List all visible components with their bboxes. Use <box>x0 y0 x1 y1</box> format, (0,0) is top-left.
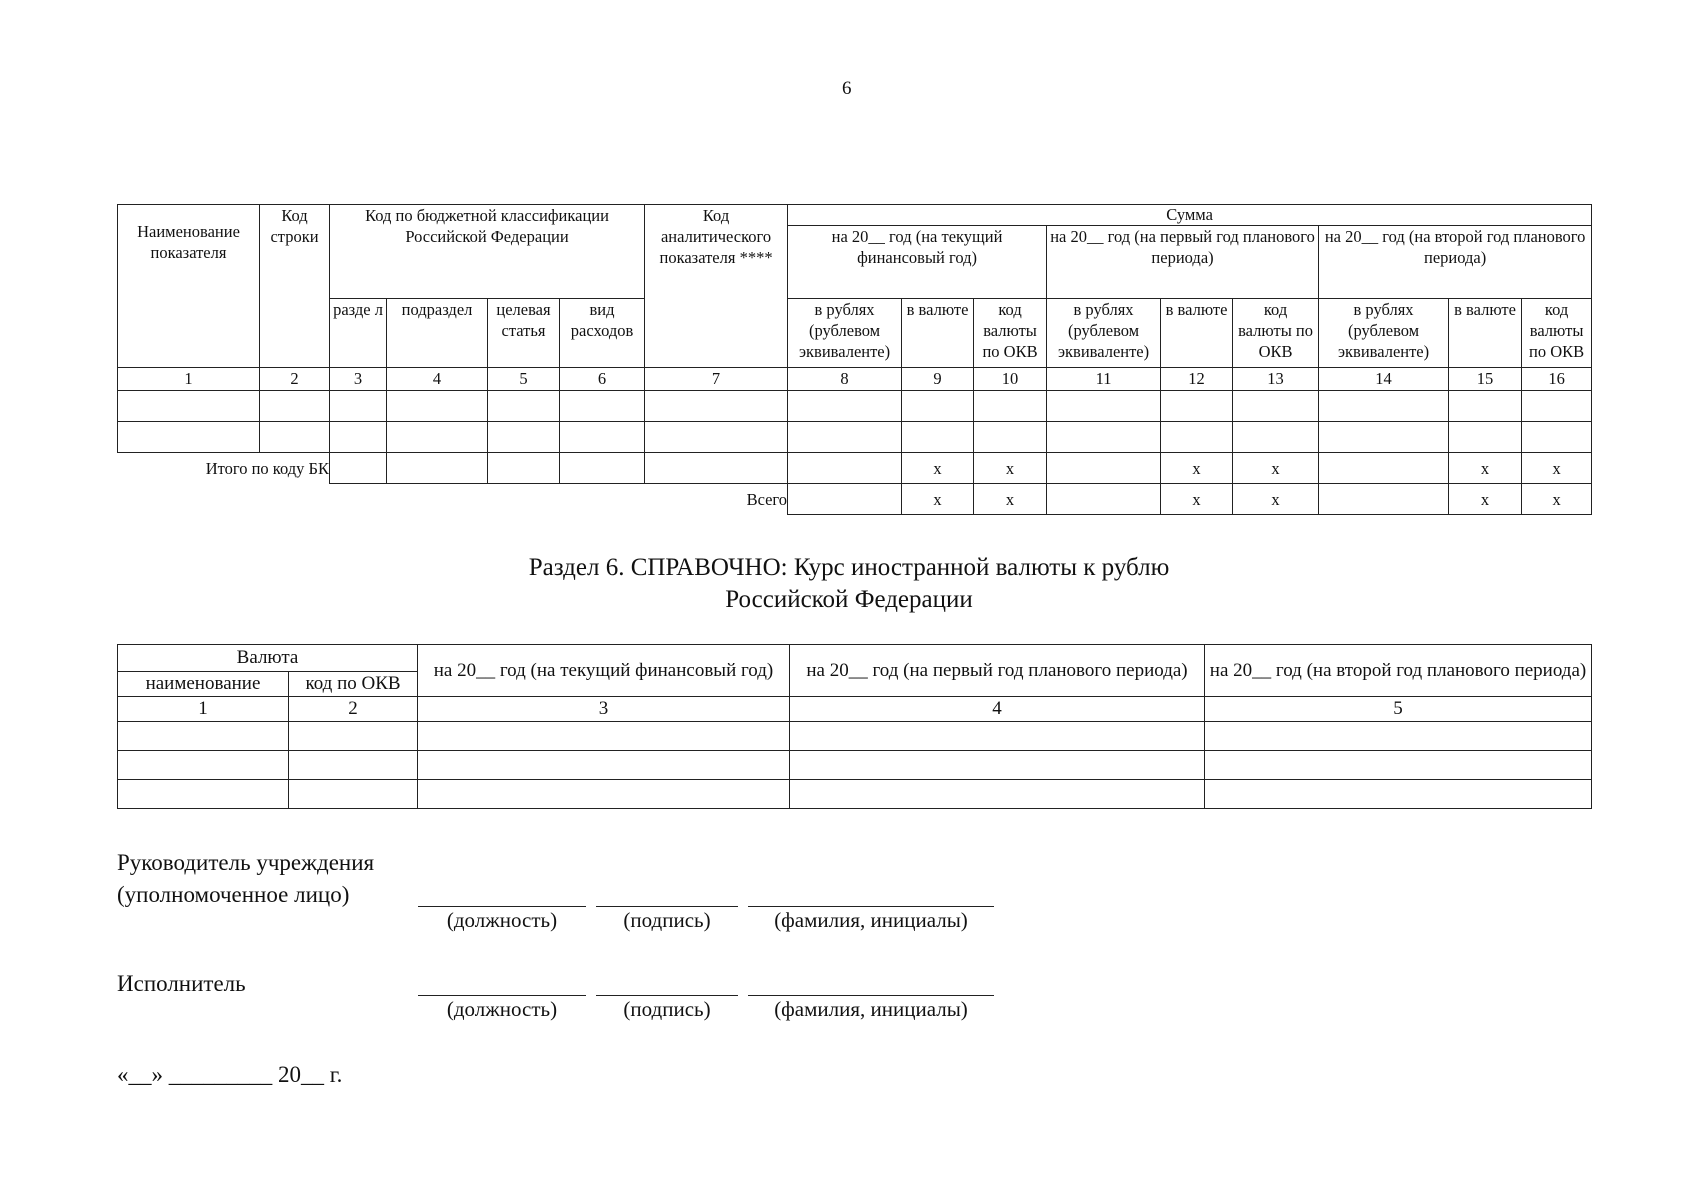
header-year-first: на 20__ год (на первый год планового периода) <box>1047 226 1319 299</box>
table-cell[interactable] <box>1205 780 1592 809</box>
header-rub-first: в рублях (рублевом эквиваленте) <box>1047 299 1161 368</box>
budget-table <box>117 204 1592 515</box>
table-cell[interactable] <box>1047 391 1161 422</box>
currency-table <box>117 644 1592 809</box>
table-cell[interactable] <box>560 391 645 422</box>
table-cell[interactable] <box>1319 422 1449 453</box>
table-cell[interactable] <box>788 484 902 515</box>
header-year-first: на 20__ год (на первый год планового периода) <box>790 645 1205 697</box>
col-number: 12 <box>1161 368 1233 391</box>
header-year-current: на 20__ год (на текущий финансовый год) <box>788 226 1047 299</box>
table-cell[interactable] <box>788 391 902 422</box>
header-year-second: на 20__ год (на второй год планового периода) <box>1205 645 1592 697</box>
table-cell[interactable] <box>1047 484 1161 515</box>
x-mark: x <box>1449 453 1522 484</box>
table-cell[interactable] <box>1522 422 1592 453</box>
col-number: 5 <box>1205 697 1592 722</box>
col-number: 4 <box>790 697 1205 722</box>
table-cell[interactable] <box>1522 391 1592 422</box>
table-cell[interactable] <box>118 391 260 422</box>
col-number: 4 <box>387 368 488 391</box>
header-rub-current: в рублях (рублевом эквиваленте) <box>788 299 902 368</box>
col-number: 6 <box>560 368 645 391</box>
header-podrazdel: подраздел <box>387 299 488 368</box>
header-okv-code: код по ОКВ <box>289 672 418 697</box>
x-mark: x <box>1522 453 1592 484</box>
header-rub-second: в рублях (рублевом эквиваленте) <box>1319 299 1449 368</box>
signature-caption: (подпись) <box>623 997 711 1021</box>
position-line[interactable] <box>418 995 586 996</box>
table-cell[interactable] <box>488 422 560 453</box>
header-vid: вид расходов <box>560 299 645 368</box>
col-number: 9 <box>902 368 974 391</box>
signature-caption: (подпись) <box>623 908 711 932</box>
page-number: 6 <box>842 78 852 99</box>
table-cell[interactable] <box>118 422 260 453</box>
table-cell[interactable] <box>260 391 330 422</box>
header-celevaya: целевая статья <box>488 299 560 368</box>
table-row <box>118 422 1592 453</box>
table-cell[interactable] <box>788 422 902 453</box>
header-bk-code: Код по бюджетной классификации Российской Федерации <box>330 205 645 299</box>
x-mark: x <box>902 453 974 484</box>
col-number: 15 <box>1449 368 1522 391</box>
col-number: 16 <box>1522 368 1592 391</box>
table-cell[interactable] <box>560 422 645 453</box>
section-subtitle: Российской Федерации <box>725 586 973 613</box>
col-number: 8 <box>788 368 902 391</box>
header-cur-second: в валюте <box>1449 299 1522 368</box>
table-cell[interactable] <box>260 422 330 453</box>
table-cell[interactable] <box>118 751 289 780</box>
col-number: 7 <box>645 368 788 391</box>
position-caption: (должность) <box>446 997 558 1021</box>
col-number: 2 <box>260 368 330 391</box>
total-label: Всего <box>645 484 788 515</box>
table-cell[interactable] <box>330 453 387 484</box>
x-mark: x <box>1161 484 1233 515</box>
header-okv-second: код валюты по ОКВ <box>1522 299 1592 368</box>
header-analytic-code: Код аналитического показателя **** <box>645 205 788 368</box>
x-mark: x <box>1161 453 1233 484</box>
table-cell[interactable] <box>118 780 289 809</box>
col-number: 13 <box>1233 368 1319 391</box>
table-cell[interactable] <box>790 751 1205 780</box>
col-number: 3 <box>330 368 387 391</box>
table-cell[interactable] <box>289 751 418 780</box>
signature-line[interactable] <box>596 906 738 907</box>
header-row-code: Код строки <box>260 205 330 368</box>
header-currency: Валюта <box>118 645 418 672</box>
table-cell[interactable] <box>1047 422 1161 453</box>
header-year-current: на 20__ год (на текущий финансовый год) <box>418 645 790 697</box>
header-year-second: на 20__ год (на второй год планового периода) <box>1319 226 1592 299</box>
table-cell[interactable] <box>387 391 488 422</box>
table-cell[interactable] <box>1161 391 1233 422</box>
col-number: 1 <box>118 697 289 722</box>
col-number: 2 <box>289 697 418 722</box>
position-caption: (должность) <box>446 908 558 932</box>
table-cell[interactable] <box>1449 422 1522 453</box>
table-row <box>118 722 1592 751</box>
table-cell[interactable] <box>418 780 790 809</box>
table-cell[interactable] <box>1233 422 1319 453</box>
x-mark: x <box>974 484 1047 515</box>
name-line[interactable] <box>748 906 994 907</box>
header-okv-current: код валюты по ОКВ <box>974 299 1047 368</box>
table-cell[interactable] <box>330 391 387 422</box>
section-title: Раздел 6. СПРАВОЧНО: Курс иностранной валюты к рублю <box>528 554 1170 581</box>
name-caption: (фамилия, инициалы) <box>774 908 968 932</box>
table-cell[interactable] <box>289 722 418 751</box>
table-cell[interactable] <box>790 722 1205 751</box>
x-mark: x <box>974 453 1047 484</box>
table-cell[interactable] <box>330 422 387 453</box>
table-cell[interactable] <box>488 453 560 484</box>
table-cell[interactable] <box>645 391 788 422</box>
table-cell[interactable] <box>1047 453 1161 484</box>
total-bk-label: Итого по коду БК <box>205 458 329 478</box>
position-line[interactable] <box>418 906 586 907</box>
table-cell[interactable] <box>1205 722 1592 751</box>
header-sum: Сумма <box>788 205 1592 226</box>
name-line[interactable] <box>748 995 994 996</box>
table-row <box>118 751 1592 780</box>
total-row <box>118 484 1592 515</box>
table-cell[interactable] <box>645 422 788 453</box>
col-number: 14 <box>1319 368 1449 391</box>
table-cell[interactable] <box>974 422 1047 453</box>
table-row <box>118 780 1592 809</box>
table-cell[interactable] <box>645 453 788 484</box>
header-cur-current: в валюте <box>902 299 974 368</box>
table-cell[interactable] <box>1161 422 1233 453</box>
header-currency-name: наименование <box>118 672 289 697</box>
col-number: 3 <box>418 697 790 722</box>
table-cell[interactable] <box>118 722 289 751</box>
table-cell[interactable] <box>788 453 902 484</box>
table-cell[interactable] <box>1449 391 1522 422</box>
table-cell[interactable] <box>1319 453 1449 484</box>
table-cell[interactable] <box>387 453 488 484</box>
x-mark: x <box>1522 484 1592 515</box>
table-cell[interactable] <box>560 453 645 484</box>
table-cell[interactable] <box>387 422 488 453</box>
table-cell[interactable] <box>1233 391 1319 422</box>
x-mark: x <box>1449 484 1522 515</box>
table-cell[interactable] <box>1319 391 1449 422</box>
col-number: 5 <box>488 368 560 391</box>
table-cell[interactable] <box>289 780 418 809</box>
table-cell[interactable] <box>488 391 560 422</box>
table-cell[interactable] <box>418 722 790 751</box>
table-cell[interactable] <box>974 391 1047 422</box>
name-caption: (фамилия, инициалы) <box>774 997 968 1021</box>
col-number: 1 <box>118 368 260 391</box>
header-cur-first: в валюте <box>1161 299 1233 368</box>
head-label-sub: (уполномоченное лицо) <box>117 882 350 907</box>
table-cell[interactable] <box>1319 484 1449 515</box>
table-row <box>118 391 1592 422</box>
table-cell[interactable] <box>790 780 1205 809</box>
col-number: 10 <box>974 368 1047 391</box>
header-razdel: разде л <box>330 299 387 368</box>
x-mark: x <box>1233 484 1319 515</box>
table-cell[interactable] <box>1205 751 1592 780</box>
x-mark: x <box>1233 453 1319 484</box>
table-cell[interactable] <box>418 751 790 780</box>
table-cell[interactable] <box>902 391 974 422</box>
date-field[interactable]: «__» _________ 20__ г. <box>117 1062 343 1087</box>
signature-line[interactable] <box>596 995 738 996</box>
head-label: Руководитель учреждения <box>117 850 375 875</box>
x-mark: x <box>902 484 974 515</box>
header-name: Наименование показателя <box>118 205 260 368</box>
col-number: 11 <box>1047 368 1161 391</box>
executor-label: Исполнитель <box>117 971 246 996</box>
total-bk-row <box>118 453 1592 484</box>
header-okv-first: код валюты по ОКВ <box>1233 299 1319 368</box>
table-cell[interactable] <box>902 422 974 453</box>
